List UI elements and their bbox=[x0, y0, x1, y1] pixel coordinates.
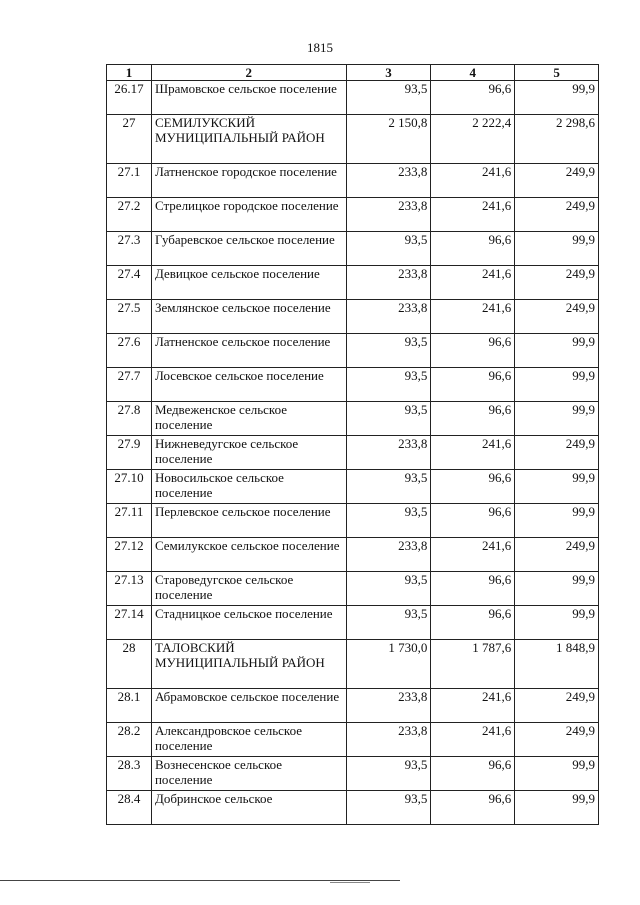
footer-divider bbox=[0, 880, 400, 881]
value-col-4-cell: 96,6 bbox=[431, 334, 515, 368]
settlement-name-cell: Новосильское сельское поселение bbox=[151, 470, 346, 504]
value-col-3-cell: 93,5 bbox=[346, 572, 431, 606]
row-number-cell: 27.5 bbox=[107, 300, 152, 334]
row-number-cell: 27.2 bbox=[107, 198, 152, 232]
value-col-5-cell: 1 848,9 bbox=[515, 640, 599, 689]
settlement-name-cell: Нижневедугское сельское поселение bbox=[151, 436, 346, 470]
value-col-4-cell: 96,6 bbox=[431, 757, 515, 791]
table-row bbox=[107, 334, 599, 368]
value-col-3-cell: 233,8 bbox=[346, 266, 431, 300]
value-col-5-cell: 99,9 bbox=[515, 232, 599, 266]
value-col-5-cell: 249,9 bbox=[515, 538, 599, 572]
value-col-3-cell: 233,8 bbox=[346, 164, 431, 198]
table-row bbox=[107, 436, 599, 470]
value-col-4-cell: 241,6 bbox=[431, 723, 515, 757]
value-col-4-cell: 241,6 bbox=[431, 538, 515, 572]
settlement-name-cell: Лосевское сельское поселение bbox=[151, 368, 346, 402]
settlement-name-cell: Девицкое сельское поселение bbox=[151, 266, 346, 300]
value-col-5-cell: 99,9 bbox=[515, 368, 599, 402]
header-col-3: 3 bbox=[346, 65, 431, 81]
value-col-3-cell: 93,5 bbox=[346, 791, 431, 825]
footer-divider-mark bbox=[330, 882, 370, 883]
value-col-5-cell: 99,9 bbox=[515, 334, 599, 368]
value-col-4-cell: 1 787,6 bbox=[431, 640, 515, 689]
header-col-5: 5 bbox=[515, 65, 599, 81]
settlement-name-cell: ТАЛОВСКИЙ МУНИЦИПАЛЬНЫЙ РАЙОН bbox=[151, 640, 346, 689]
settlement-name-cell: СЕМИЛУКСКИЙ МУНИЦИПАЛЬНЫЙ РАЙОН bbox=[151, 115, 346, 164]
settlement-name-cell: Шрамовское сельское поселение bbox=[151, 81, 346, 115]
page-number: 1815 bbox=[307, 40, 333, 55]
table-row bbox=[107, 640, 599, 689]
table-header bbox=[107, 65, 599, 81]
value-col-5-cell: 2 298,6 bbox=[515, 115, 599, 164]
row-number-cell: 27.13 bbox=[107, 572, 152, 606]
table-row bbox=[107, 164, 599, 198]
value-col-3-cell: 93,5 bbox=[346, 334, 431, 368]
row-number-cell: 27 bbox=[107, 115, 152, 164]
row-number-cell: 27.12 bbox=[107, 538, 152, 572]
value-col-3-cell: 1 730,0 bbox=[346, 640, 431, 689]
value-col-5-cell: 249,9 bbox=[515, 266, 599, 300]
table-row bbox=[107, 538, 599, 572]
table-row bbox=[107, 232, 599, 266]
value-col-3-cell: 233,8 bbox=[346, 436, 431, 470]
value-col-3-cell: 93,5 bbox=[346, 81, 431, 115]
value-col-5-cell: 99,9 bbox=[515, 791, 599, 825]
settlement-name-cell: Семилукское сельское поселение bbox=[151, 538, 346, 572]
settlement-name-cell: Перлевское сельское поселение bbox=[151, 504, 346, 538]
table-row bbox=[107, 791, 599, 825]
value-col-5-cell: 249,9 bbox=[515, 723, 599, 757]
row-number-cell: 27.9 bbox=[107, 436, 152, 470]
row-number-cell: 27.1 bbox=[107, 164, 152, 198]
value-col-3-cell: 233,8 bbox=[346, 198, 431, 232]
value-col-3-cell: 93,5 bbox=[346, 368, 431, 402]
table-row bbox=[107, 689, 599, 723]
settlement-name-cell: Землянское сельское поселение bbox=[151, 300, 346, 334]
value-col-4-cell: 241,6 bbox=[431, 266, 515, 300]
value-col-3-cell: 93,5 bbox=[346, 504, 431, 538]
value-col-4-cell: 96,6 bbox=[431, 368, 515, 402]
value-col-4-cell: 241,6 bbox=[431, 436, 515, 470]
row-number-cell: 27.14 bbox=[107, 606, 152, 640]
settlement-name-cell: Добринское сельское bbox=[151, 791, 346, 825]
value-col-5-cell: 99,9 bbox=[515, 757, 599, 791]
header-col-2: 2 bbox=[151, 65, 346, 81]
table-row bbox=[107, 572, 599, 606]
table-row bbox=[107, 198, 599, 232]
settlement-name-cell: Латненское сельское поселение bbox=[151, 334, 346, 368]
value-col-4-cell: 96,6 bbox=[431, 572, 515, 606]
value-col-5-cell: 249,9 bbox=[515, 300, 599, 334]
settlement-name-cell: Губаревское сельское поселение bbox=[151, 232, 346, 266]
table-row bbox=[107, 504, 599, 538]
value-col-5-cell: 99,9 bbox=[515, 606, 599, 640]
value-col-3-cell: 93,5 bbox=[346, 757, 431, 791]
value-col-5-cell: 99,9 bbox=[515, 402, 599, 436]
table-row bbox=[107, 757, 599, 791]
settlement-name-cell: Александровское сельское поселение bbox=[151, 723, 346, 757]
settlement-name-cell: Вознесенское сельское поселение bbox=[151, 757, 346, 791]
value-col-4-cell: 96,6 bbox=[431, 606, 515, 640]
value-col-4-cell: 241,6 bbox=[431, 198, 515, 232]
value-col-5-cell: 249,9 bbox=[515, 164, 599, 198]
table-row bbox=[107, 606, 599, 640]
value-col-5-cell: 99,9 bbox=[515, 504, 599, 538]
table-body bbox=[107, 81, 599, 825]
row-number-cell: 28 bbox=[107, 640, 152, 689]
value-col-3-cell: 93,5 bbox=[346, 470, 431, 504]
row-number-cell: 28.1 bbox=[107, 689, 152, 723]
value-col-4-cell: 241,6 bbox=[431, 689, 515, 723]
row-number-cell: 28.4 bbox=[107, 791, 152, 825]
value-col-4-cell: 96,6 bbox=[431, 232, 515, 266]
table-row bbox=[107, 266, 599, 300]
settlement-name-cell: Стадницкое сельское поселение bbox=[151, 606, 346, 640]
header-row bbox=[107, 65, 599, 81]
value-col-5-cell: 249,9 bbox=[515, 689, 599, 723]
header-col-4: 4 bbox=[431, 65, 515, 81]
value-col-3-cell: 2 150,8 bbox=[346, 115, 431, 164]
value-col-4-cell: 96,6 bbox=[431, 81, 515, 115]
value-col-3-cell: 93,5 bbox=[346, 402, 431, 436]
value-col-4-cell: 241,6 bbox=[431, 300, 515, 334]
value-col-5-cell: 99,9 bbox=[515, 81, 599, 115]
settlement-name-cell: Абрамовское сельское поселение bbox=[151, 689, 346, 723]
row-number-cell: 27.6 bbox=[107, 334, 152, 368]
row-number-cell: 27.10 bbox=[107, 470, 152, 504]
table-row bbox=[107, 115, 599, 164]
row-number-cell: 28.3 bbox=[107, 757, 152, 791]
value-col-3-cell: 233,8 bbox=[346, 689, 431, 723]
table-row bbox=[107, 723, 599, 757]
row-number-cell: 27.4 bbox=[107, 266, 152, 300]
table-row bbox=[107, 368, 599, 402]
value-col-3-cell: 233,8 bbox=[346, 723, 431, 757]
value-col-5-cell: 249,9 bbox=[515, 436, 599, 470]
table-row bbox=[107, 402, 599, 436]
value-col-4-cell: 96,6 bbox=[431, 402, 515, 436]
table-row bbox=[107, 470, 599, 504]
value-col-4-cell: 2 222,4 bbox=[431, 115, 515, 164]
row-number-cell: 27.7 bbox=[107, 368, 152, 402]
value-col-4-cell: 241,6 bbox=[431, 164, 515, 198]
value-col-4-cell: 96,6 bbox=[431, 470, 515, 504]
row-number-cell: 27.11 bbox=[107, 504, 152, 538]
settlement-name-cell: Стрелицкое городское поселение bbox=[151, 198, 346, 232]
value-col-3-cell: 93,5 bbox=[346, 232, 431, 266]
row-number-cell: 27.8 bbox=[107, 402, 152, 436]
header-col-1: 1 bbox=[107, 65, 152, 81]
table-row bbox=[107, 81, 599, 115]
budget-table bbox=[106, 64, 599, 825]
settlement-name-cell: Медвеженское сельское поселение bbox=[151, 402, 346, 436]
settlement-name-cell: Староведугское сельское поселение bbox=[151, 572, 346, 606]
value-col-4-cell: 96,6 bbox=[431, 791, 515, 825]
row-number-cell: 28.2 bbox=[107, 723, 152, 757]
row-number-cell: 26.17 bbox=[107, 81, 152, 115]
row-number-cell: 27.3 bbox=[107, 232, 152, 266]
value-col-4-cell: 96,6 bbox=[431, 504, 515, 538]
value-col-3-cell: 93,5 bbox=[346, 606, 431, 640]
value-col-5-cell: 249,9 bbox=[515, 198, 599, 232]
value-col-3-cell: 233,8 bbox=[346, 300, 431, 334]
value-col-3-cell: 233,8 bbox=[346, 538, 431, 572]
settlement-name-cell: Латненское городское поселение bbox=[151, 164, 346, 198]
value-col-5-cell: 99,9 bbox=[515, 572, 599, 606]
table-row bbox=[107, 300, 599, 334]
value-col-5-cell: 99,9 bbox=[515, 470, 599, 504]
